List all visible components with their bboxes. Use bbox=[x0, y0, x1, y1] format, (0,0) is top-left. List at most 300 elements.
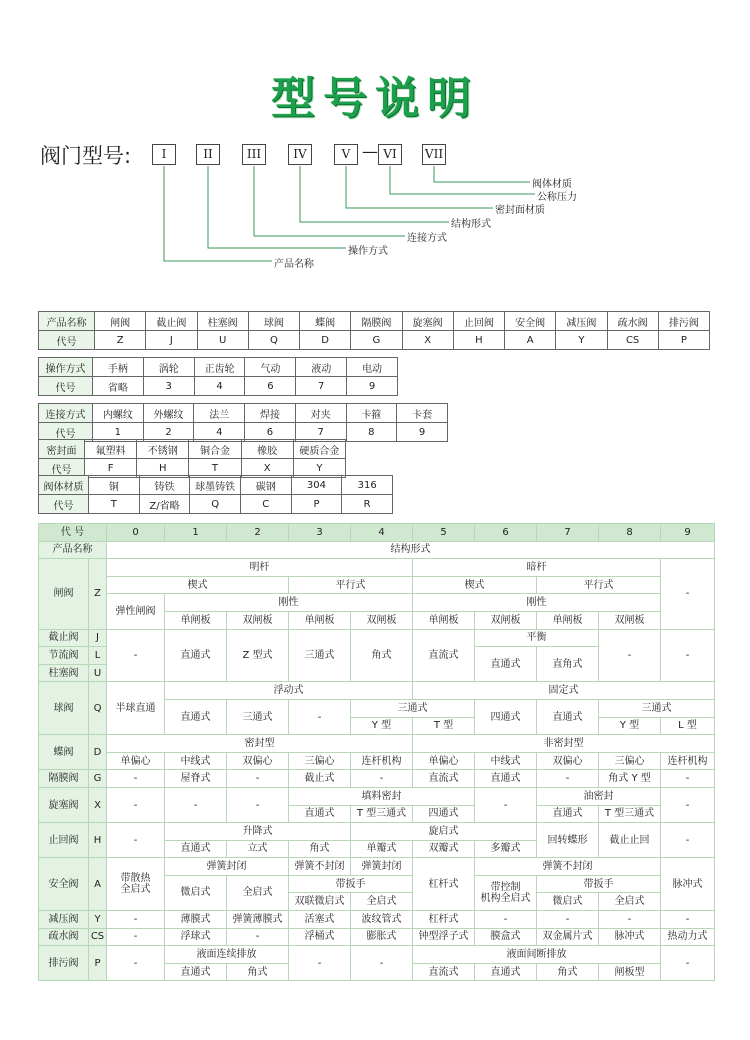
table-row bbox=[39, 928, 715, 946]
table-cell: 直通式 bbox=[165, 963, 227, 981]
table-row bbox=[39, 541, 715, 559]
table-cell: T 型三通式 bbox=[351, 805, 413, 823]
table-cell: 刚性 bbox=[413, 594, 661, 612]
table-cell: 弹簧封闭 bbox=[351, 858, 413, 876]
table-row bbox=[39, 377, 398, 396]
table-cell: 直流式 bbox=[413, 963, 475, 981]
table-cell: 卡套 bbox=[397, 404, 448, 423]
table-cell: - bbox=[661, 629, 715, 682]
table-row bbox=[39, 682, 715, 700]
model-box-4: IV bbox=[288, 144, 312, 165]
table-cell: G bbox=[351, 331, 402, 350]
callout-product-name: 产品名称 bbox=[274, 259, 314, 270]
table-cell: 刚性 bbox=[165, 594, 413, 612]
table-row bbox=[39, 404, 448, 423]
table-cell: 微启式 bbox=[165, 875, 227, 910]
table-cell: 代号 bbox=[39, 459, 85, 478]
table-cell: 闸板型 bbox=[599, 963, 661, 981]
table-cell: Y bbox=[293, 459, 345, 478]
table-row bbox=[39, 576, 715, 594]
table-cell: Y bbox=[556, 331, 607, 350]
table-cell: - bbox=[107, 928, 165, 946]
table-cell: Q bbox=[89, 682, 107, 735]
table-cell: 半球直通 bbox=[107, 682, 165, 735]
table-cell: CS bbox=[89, 928, 107, 946]
table-cell: 碳钢 bbox=[240, 476, 291, 495]
table-cell: 直通式 bbox=[537, 805, 599, 823]
table-cell: 双闸板 bbox=[227, 611, 289, 629]
table-cell: - bbox=[107, 911, 165, 929]
table-cell: 柱塞阀 bbox=[39, 664, 89, 682]
table-cell: Z/省略 bbox=[139, 495, 190, 514]
table-cell: 阀体材质 bbox=[39, 476, 89, 495]
table-cell: U bbox=[197, 331, 248, 350]
table-cell: - bbox=[661, 911, 715, 929]
table-cell: T bbox=[189, 459, 241, 478]
table-cell: Q bbox=[190, 495, 241, 514]
table-cell: 蝶阀 bbox=[300, 312, 351, 331]
table-cell: 2 bbox=[227, 524, 289, 542]
table-cell: 平行式 bbox=[537, 576, 661, 594]
table-cell: 7 bbox=[295, 423, 346, 442]
table-cell: J bbox=[146, 331, 197, 350]
table-cell: 省略 bbox=[93, 377, 144, 396]
table-cell: 四通式 bbox=[475, 699, 537, 734]
table-cell: 安全阀 bbox=[505, 312, 556, 331]
table-cell: 三通式 bbox=[351, 699, 475, 717]
table-cell: 单闸板 bbox=[165, 611, 227, 629]
table-cell: 0 bbox=[107, 524, 165, 542]
table-row bbox=[39, 858, 715, 876]
table-cell: - bbox=[475, 787, 537, 822]
structure-table bbox=[38, 523, 715, 981]
table-cell: Z bbox=[89, 559, 107, 629]
table-cell: 铜合金 bbox=[189, 440, 241, 459]
table-cell: - bbox=[661, 823, 715, 858]
table-cell: 减压阀 bbox=[39, 911, 89, 929]
table-cell: 直通式 bbox=[289, 805, 351, 823]
table-cell: D bbox=[89, 735, 107, 770]
table-cell: 双闸板 bbox=[475, 611, 537, 629]
model-label: 阀门型号: bbox=[40, 144, 132, 168]
table-row bbox=[39, 594, 715, 612]
callout-connection: 连接方式 bbox=[407, 233, 447, 244]
cell-line: 带散热 bbox=[120, 873, 151, 885]
table-cell: 手柄 bbox=[93, 358, 144, 377]
table-cell: Q bbox=[248, 331, 299, 350]
cell-line: 全启式 bbox=[120, 884, 151, 896]
table-cell: 浮桶式 bbox=[289, 928, 351, 946]
table-cell: 316 bbox=[342, 476, 393, 495]
table-cell: 密封型 bbox=[107, 735, 413, 753]
table-row bbox=[39, 495, 393, 514]
table-cell: 对夹 bbox=[295, 404, 346, 423]
table-cell: 代号 bbox=[39, 495, 89, 514]
table-cell: 连杆机构 bbox=[661, 752, 715, 770]
cell-line: 带控制 bbox=[490, 881, 521, 893]
table-cell: 角式 bbox=[537, 963, 599, 981]
table-cell: 气动 bbox=[245, 358, 296, 377]
table-cell: - bbox=[661, 770, 715, 788]
table-cell: 双偏心 bbox=[227, 752, 289, 770]
table-cell: 截止阀 bbox=[39, 629, 89, 647]
table-cell: 屋脊式 bbox=[165, 770, 227, 788]
table-cell: - bbox=[107, 787, 165, 822]
table-cell: 直流式 bbox=[413, 629, 475, 682]
table-cell: - bbox=[107, 946, 165, 981]
table-cell: 暗杆 bbox=[413, 559, 661, 577]
table-cell: 液面连续排放 bbox=[165, 946, 289, 964]
table-cell: X bbox=[241, 459, 293, 478]
table-cell: 球墨铸铁 bbox=[190, 476, 241, 495]
table-cell: 角式 bbox=[351, 629, 413, 682]
table-cell: 铸铁 bbox=[139, 476, 190, 495]
table-cell: 3 bbox=[143, 377, 194, 396]
table-row bbox=[39, 559, 715, 577]
table-cell: 隔膜阀 bbox=[39, 770, 89, 788]
table-cell: 直通式 bbox=[475, 963, 537, 981]
table-cell: 排污阀 bbox=[658, 312, 709, 331]
table-cell: 双闸板 bbox=[351, 611, 413, 629]
table-cell: 旋塞阀 bbox=[402, 312, 453, 331]
table-cell: 脉冲式 bbox=[661, 858, 715, 911]
table-cell: Z 型式 bbox=[227, 629, 289, 682]
table-cell: 楔式 bbox=[107, 576, 289, 594]
table-cell: - bbox=[661, 946, 715, 981]
table-cell: - bbox=[661, 787, 715, 822]
table-cell: 产品名称 bbox=[39, 541, 107, 559]
table-cell: D bbox=[300, 331, 351, 350]
table-cell: - bbox=[661, 559, 715, 629]
table-cell: 8 bbox=[599, 524, 661, 542]
table-cell: 直通式 bbox=[165, 699, 227, 734]
table-cell: - bbox=[165, 787, 227, 822]
table-cell: 热动力式 bbox=[661, 928, 715, 946]
table-cell: 三通式 bbox=[227, 699, 289, 734]
table-cell: 单闸板 bbox=[537, 611, 599, 629]
table-cell: 直角式 bbox=[537, 647, 599, 682]
table-cell: - bbox=[537, 770, 599, 788]
table-cell: 隔膜阀 bbox=[351, 312, 402, 331]
table-cell: 9 bbox=[397, 423, 448, 442]
table-cell: 角式 bbox=[227, 963, 289, 981]
table-cell: 全启式 bbox=[227, 875, 289, 910]
table-cell: 双闸板 bbox=[599, 611, 661, 629]
table-cell: 7 bbox=[296, 377, 347, 396]
table-cell: 3 bbox=[289, 524, 351, 542]
model-box-2: II bbox=[196, 144, 220, 165]
table-row bbox=[39, 735, 715, 753]
table-cell: 旋启式 bbox=[351, 823, 537, 841]
table-row bbox=[39, 946, 715, 964]
table-cell: CS bbox=[607, 331, 658, 350]
table-cell: 结构形式 bbox=[107, 541, 715, 559]
table-cell: 钟型浮子式 bbox=[413, 928, 475, 946]
table-cell: 双瓣式 bbox=[413, 840, 475, 858]
table-cell: 中线式 bbox=[475, 752, 537, 770]
table-cell: 球阀 bbox=[248, 312, 299, 331]
table-cell: A bbox=[505, 331, 556, 350]
table-cell: J bbox=[89, 629, 107, 647]
table-row bbox=[39, 823, 715, 841]
table-cell: 三通式 bbox=[289, 629, 351, 682]
table-cell: 单偏心 bbox=[413, 752, 475, 770]
table-cell: 外螺纹 bbox=[143, 404, 194, 423]
table-cell: 油密封 bbox=[537, 787, 661, 805]
table-cell: 单偏心 bbox=[107, 752, 165, 770]
table-cell: 闸阀 bbox=[95, 312, 146, 331]
table-cell: 代号 bbox=[39, 423, 93, 442]
table-cell: - bbox=[107, 629, 165, 682]
table-cell: 脉冲式 bbox=[599, 928, 661, 946]
table-cell: 7 bbox=[537, 524, 599, 542]
table-cell bbox=[475, 875, 537, 910]
table-cell: Y bbox=[89, 911, 107, 929]
table-cell: - bbox=[289, 946, 351, 981]
table-cell: 截止止回 bbox=[599, 823, 661, 858]
callout-structure: 结构形式 bbox=[451, 219, 491, 230]
table-cell: 内螺纹 bbox=[93, 404, 144, 423]
callout-operation: 操作方式 bbox=[348, 246, 388, 257]
table-cell: 立式 bbox=[227, 840, 289, 858]
page-title: 型号说明 bbox=[271, 73, 479, 124]
table-cell: - bbox=[537, 911, 599, 929]
table-cell: 排污阀 bbox=[39, 946, 89, 981]
table-cell: 填料密封 bbox=[289, 787, 475, 805]
table-cell: 弹簧不封闭 bbox=[475, 858, 661, 876]
table-cell: 止回阀 bbox=[39, 823, 89, 858]
table-cell: 正齿轮 bbox=[194, 358, 245, 377]
table-cell: 操作方式 bbox=[39, 358, 93, 377]
table-cell: 全启式 bbox=[351, 893, 413, 911]
table-cell: 4 bbox=[351, 524, 413, 542]
table-cell: G bbox=[89, 770, 107, 788]
table-row bbox=[39, 787, 715, 805]
table-cell: 杠杆式 bbox=[413, 858, 475, 911]
connection-table bbox=[38, 403, 448, 442]
table-row bbox=[39, 358, 398, 377]
table-cell: 密封面 bbox=[39, 440, 85, 459]
table-cell: - bbox=[289, 699, 351, 734]
table-cell: Y 型 bbox=[599, 717, 661, 735]
table-cell: 1 bbox=[93, 423, 144, 442]
table-cell: 涡轮 bbox=[143, 358, 194, 377]
table-cell: 截止阀 bbox=[146, 312, 197, 331]
table-cell: 弹簧薄膜式 bbox=[227, 911, 289, 929]
table-row bbox=[39, 752, 715, 770]
table-cell: - bbox=[599, 629, 661, 682]
table-cell: - bbox=[107, 823, 165, 858]
table-cell: 铜 bbox=[89, 476, 140, 495]
table-cell: 氟塑料 bbox=[85, 440, 137, 459]
table-cell: H bbox=[137, 459, 189, 478]
table-cell: 直通式 bbox=[475, 647, 537, 682]
callout-seal-material: 密封面材质 bbox=[495, 205, 545, 216]
table-cell: 角式 bbox=[289, 840, 351, 858]
table-cell: 旋塞阀 bbox=[39, 787, 89, 822]
table-cell: 连杆机构 bbox=[351, 752, 413, 770]
table-row bbox=[39, 770, 715, 788]
table-cell: - bbox=[475, 911, 537, 929]
table-cell: - bbox=[227, 928, 289, 946]
table-cell: 直通式 bbox=[537, 699, 599, 734]
table-cell: 橡胶 bbox=[241, 440, 293, 459]
table-cell: T 型 bbox=[413, 717, 475, 735]
model-box-5: V bbox=[334, 144, 358, 165]
table-cell: 电动 bbox=[347, 358, 398, 377]
table-cell: 柱塞阀 bbox=[197, 312, 248, 331]
table-cell: 闸阀 bbox=[39, 559, 89, 629]
table-cell: 硬质合金 bbox=[293, 440, 345, 459]
table-cell: 液动 bbox=[296, 358, 347, 377]
table-row bbox=[39, 629, 715, 647]
table-cell: 代号 bbox=[39, 377, 93, 396]
table-cell: P bbox=[291, 495, 342, 514]
table-cell: F bbox=[85, 459, 137, 478]
table-cell: 波纹管式 bbox=[351, 911, 413, 929]
table-cell: 膨胀式 bbox=[351, 928, 413, 946]
table-cell: 代 号 bbox=[39, 524, 107, 542]
table-cell: 直流式 bbox=[413, 770, 475, 788]
table-cell: 2 bbox=[143, 423, 194, 442]
table-cell: 固定式 bbox=[413, 682, 715, 700]
table-cell: 弹性闸阀 bbox=[107, 594, 165, 629]
table-cell: 直通式 bbox=[165, 840, 227, 858]
table-cell: 止回阀 bbox=[453, 312, 504, 331]
model-box-6: VI bbox=[378, 144, 402, 165]
table-cell: 双联微启式 bbox=[289, 893, 351, 911]
table-cell: 带扳手 bbox=[537, 875, 661, 893]
table-cell: T 型三通式 bbox=[599, 805, 661, 823]
table-cell: C bbox=[240, 495, 291, 514]
table-cell: 1 bbox=[165, 524, 227, 542]
table-cell: 四通式 bbox=[413, 805, 475, 823]
table-cell: 蝶阀 bbox=[39, 735, 89, 770]
table-row bbox=[39, 524, 715, 542]
table-cell: 304 bbox=[291, 476, 342, 495]
table-row bbox=[39, 911, 715, 929]
cell-line: 机构全启式 bbox=[480, 892, 531, 904]
table-cell: 截止式 bbox=[289, 770, 351, 788]
table-cell: 楔式 bbox=[413, 576, 537, 594]
table-cell: 单闸板 bbox=[289, 611, 351, 629]
table-cell: 节流阀 bbox=[39, 647, 89, 665]
table-cell: - bbox=[227, 770, 289, 788]
table-cell: 直通式 bbox=[165, 629, 227, 682]
table-cell: 代号 bbox=[39, 331, 95, 350]
table-cell: A bbox=[89, 858, 107, 911]
table-cell: - bbox=[351, 770, 413, 788]
callout-pressure: 公称压力 bbox=[537, 192, 577, 203]
table-cell: 疏水阀 bbox=[607, 312, 658, 331]
table-cell: P bbox=[658, 331, 709, 350]
table-cell: 4 bbox=[194, 423, 245, 442]
table-cell: 杠杆式 bbox=[413, 911, 475, 929]
table-cell: L 型 bbox=[661, 717, 715, 735]
table-row bbox=[39, 476, 393, 495]
table-cell: 卡箍 bbox=[346, 404, 397, 423]
seal-table bbox=[38, 439, 346, 478]
table-cell: 法兰 bbox=[194, 404, 245, 423]
body-material-table bbox=[38, 475, 393, 514]
table-cell: 8 bbox=[346, 423, 397, 442]
table-cell: 回转蝶形 bbox=[537, 823, 599, 858]
table-cell: 三通式 bbox=[599, 699, 715, 717]
table-cell: 微启式 bbox=[537, 893, 599, 911]
product-table bbox=[38, 311, 710, 350]
table-cell: 疏水阀 bbox=[39, 928, 89, 946]
table-cell: 双金属片式 bbox=[537, 928, 599, 946]
table-cell: 不锈钢 bbox=[137, 440, 189, 459]
model-box-3: III bbox=[242, 144, 266, 165]
table-row bbox=[39, 440, 346, 459]
table-cell: - bbox=[599, 911, 661, 929]
table-cell: L bbox=[89, 647, 107, 665]
table-cell: 双偏心 bbox=[537, 752, 599, 770]
table-cell: 9 bbox=[661, 524, 715, 542]
table-cell: 液面间断排放 bbox=[413, 946, 661, 964]
model-dash: — bbox=[362, 142, 378, 161]
table-cell: 明杆 bbox=[107, 559, 413, 577]
table-cell: 带扳手 bbox=[289, 875, 413, 893]
operation-table bbox=[38, 357, 398, 396]
table-cell: 平衡 bbox=[475, 629, 599, 647]
table-cell: 三偏心 bbox=[599, 752, 661, 770]
table-cell: 6 bbox=[245, 423, 296, 442]
model-box-1: I bbox=[152, 144, 176, 165]
table-cell: 平行式 bbox=[289, 576, 413, 594]
table-cell: X bbox=[402, 331, 453, 350]
table-cell: 升降式 bbox=[165, 823, 351, 841]
table-cell: 非密封型 bbox=[413, 735, 715, 753]
table-row bbox=[39, 312, 710, 331]
table-cell: 9 bbox=[347, 377, 398, 396]
table-cell: 中线式 bbox=[165, 752, 227, 770]
callout-body-material: 阀体材质 bbox=[532, 179, 572, 190]
table-cell: X bbox=[89, 787, 107, 822]
table-cell: 6 bbox=[245, 377, 296, 396]
table-cell: 球阀 bbox=[39, 682, 89, 735]
table-cell: 减压阀 bbox=[556, 312, 607, 331]
table-cell: - bbox=[107, 770, 165, 788]
table-cell: P bbox=[89, 946, 107, 981]
table-cell: 单瓣式 bbox=[351, 840, 413, 858]
table-cell bbox=[107, 858, 165, 911]
table-cell: 全启式 bbox=[599, 893, 661, 911]
table-cell: H bbox=[453, 331, 504, 350]
table-cell: 薄膜式 bbox=[165, 911, 227, 929]
table-cell: 直通式 bbox=[475, 770, 537, 788]
table-cell: 安全阀 bbox=[39, 858, 89, 911]
table-cell: 弹簧封闭 bbox=[165, 858, 289, 876]
table-cell: R bbox=[342, 495, 393, 514]
table-cell: 多瓣式 bbox=[475, 840, 537, 858]
table-cell: 弹簧不封闭 bbox=[289, 858, 351, 876]
table-cell: Y 型 bbox=[351, 717, 413, 735]
model-box-7: VII bbox=[422, 144, 446, 165]
table-cell: T bbox=[89, 495, 140, 514]
table-cell: U bbox=[89, 664, 107, 682]
table-cell: 5 bbox=[413, 524, 475, 542]
table-cell: 活塞式 bbox=[289, 911, 351, 929]
table-cell: 6 bbox=[475, 524, 537, 542]
table-cell: 连接方式 bbox=[39, 404, 93, 423]
table-cell: 4 bbox=[194, 377, 245, 396]
table-cell: - bbox=[351, 946, 413, 981]
table-cell: 焊接 bbox=[245, 404, 296, 423]
table-cell: 浮动式 bbox=[165, 682, 413, 700]
table-cell: 浮球式 bbox=[165, 928, 227, 946]
